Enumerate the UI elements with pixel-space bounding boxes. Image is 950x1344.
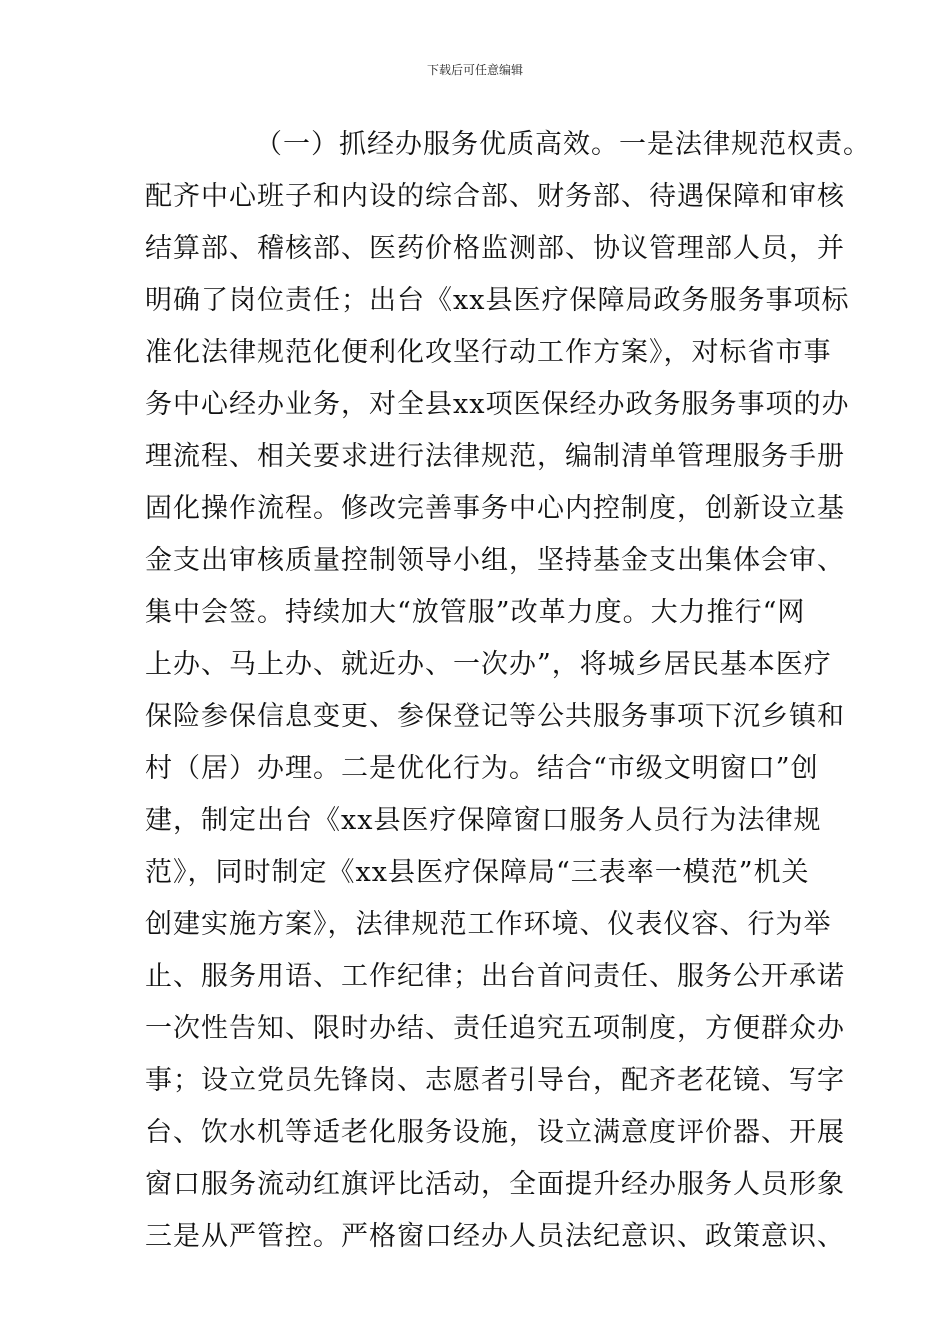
paragraph-line: 准化法律规范化便利化攻坚行动工作方案》，对标省市事 [145, 337, 832, 368]
paragraph-line: 一次性告知、限时办结、责任追究五项制度，方便群众办 [145, 1013, 845, 1044]
paragraph-line: 范》，同时制定《xx县医疗保障局“三表率一模范”机关 [145, 857, 810, 888]
paragraph-line: 上办、马上办、就近办、一次办”，将城乡居民基本医疗 [145, 649, 832, 680]
paragraph-line: 固化操作流程。修改完善事务中心内控制度，创新设立基 [145, 493, 845, 524]
paragraph-line: 村（居）办理。二是优化行为。结合“市级文明窗口”创 [145, 753, 819, 784]
paragraph-line: 创建实施方案》，法律规范工作环境、仪表仪容、行为举 [145, 909, 832, 940]
paragraph-line: （一）抓经办服务优质高效。一是法律规范权责。 [255, 129, 871, 160]
paragraph-line: 三是从严管控。严格窗口经办人员法纪意识、政策意识、 [145, 1221, 845, 1252]
paragraph-line: 理流程、相关要求进行法律规范，编制清单管理服务手册 [145, 441, 845, 472]
paragraph-line: 建，制定出台《xx县医疗保障窗口服务人员行为法律规 [145, 805, 822, 836]
page-header: 下载后可任意编辑 [426, 63, 523, 77]
paragraph-line: 集中会签。持续加大“放管服”改革力度。大力推行“网 [145, 597, 806, 628]
paragraph-line: 结算部、稽核部、医药价格监测部、协议管理部人员，并 [145, 233, 845, 264]
paragraph-line: 务中心经办业务，对全县xx项医保经办政务服务事项的办 [145, 389, 850, 420]
paragraph-line: 台、饮水机等适老化服务设施，设立满意度评价器、开展 [145, 1117, 845, 1148]
paragraph-line: 明确了岗位责任；出台《xx县医疗保障局政务服务事项标 [145, 285, 850, 316]
paragraph-line: 保险参保信息变更、参保登记等公共服务事项下沉乡镇和 [145, 701, 845, 732]
paragraph-line: 事；设立党员先锋岗、志愿者引导台，配齐老花镜、写字 [145, 1065, 845, 1096]
paragraph-line: 金支出审核质量控制领导小组，坚持基金支出集体会审、 [145, 545, 845, 576]
paragraph-line: 配齐中心班子和内设的综合部、财务部、待遇保障和审核 [145, 181, 845, 212]
paragraph-line: 止、服务用语、工作纪律；出台首问责任、服务公开承诺 [145, 961, 845, 992]
paragraph-line: 窗口服务流动红旗评比活动，全面提升经办服务人员形象 [145, 1169, 845, 1200]
